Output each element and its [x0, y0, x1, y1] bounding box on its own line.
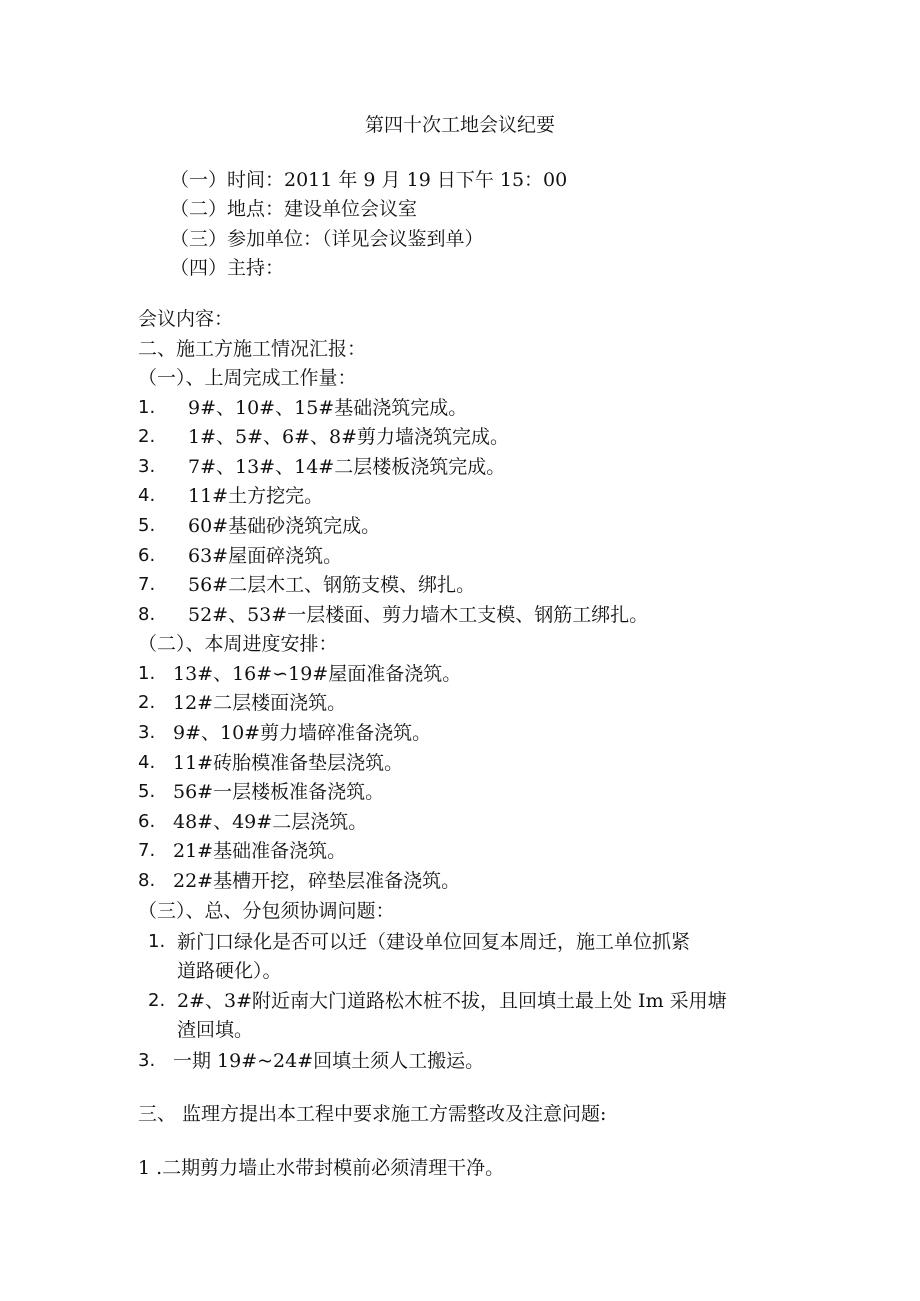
sub-2-heading: （二）、本周进度安排： [138, 633, 338, 655]
list-item-number: 8. [138, 604, 156, 625]
list-item-text: 56#一层楼板准备浇筑。 [173, 781, 385, 803]
list-item-number: 7. [138, 574, 156, 595]
list-item-number: 4. [138, 752, 156, 773]
list-item-number: 4. [138, 485, 156, 506]
list-item-number: 2. [138, 692, 156, 713]
list-item-text: 48#、49#二层浇筑。 [173, 811, 368, 833]
list-item-text-continued: 渣回填。 [177, 1019, 254, 1041]
list-item-text: 7#、13#、14#二层楼板浇筑完成。 [188, 456, 506, 478]
list-item-number: 1. [148, 931, 166, 952]
list-item-text: 13#、16#∽19#屋面准备浇筑。 [173, 663, 462, 685]
list-item-text: 新门口绿化是否可以迁（建设单位回复本周迁，施工单位抓紧 [177, 931, 691, 953]
meta-participants: （三）参加单位：（详见会议鉴到单） [170, 228, 484, 250]
list-item-number: 6. [138, 811, 156, 832]
section-2-heading: 二、施工方施工情况汇报： [138, 338, 367, 360]
list-item-text: 63#屋面碎浇筑。 [188, 545, 343, 567]
meta-time: （一）时间：2011 年 9 月 19 日下午 15：00 [170, 169, 568, 191]
meta-host: （四）主持： [170, 257, 285, 279]
list-item-number: 8. [138, 870, 156, 891]
list-item-number: 2. [148, 990, 166, 1011]
sub-3-heading: （三）、总、分包须协调问题： [138, 900, 395, 922]
list-item-text: 56#二层木工、钢筋支模、绑扎。 [188, 574, 476, 596]
list-item-number: 2. [138, 426, 156, 447]
content-heading: 会议内容： [138, 308, 234, 330]
list-item-text: 12#二层楼面浇筑。 [173, 692, 347, 714]
list-item-text: 1#、5#、6#、8#剪力墙浇筑完成。 [188, 426, 510, 448]
list-item-number: 5. [138, 515, 156, 536]
list-item-text: 11#砖胎模准备垫层浇筑。 [173, 752, 404, 774]
list-item-number: 1. [138, 663, 156, 684]
meta-location: （二）地点：建设单位会议室 [170, 198, 418, 220]
list-item-number: 1. [138, 397, 156, 418]
list-item-text: 11#土方挖完。 [188, 485, 324, 507]
list-item-text: 一期 19#~24#回填土须人工搬运。 [173, 1050, 485, 1072]
list-item-number: 3. [138, 456, 156, 477]
section-3-item-1: 1 .二期剪力墙止水带封模前必须清理干净。 [138, 1157, 505, 1179]
document-title: 第四十次工地会议纪要 [364, 114, 555, 136]
list-item-number: 7. [138, 840, 156, 861]
list-item-text: 21#基础准备浇筑。 [173, 840, 347, 862]
list-item-text-continued: 道路硬化）。 [177, 960, 282, 982]
list-item-text: 60#基础砂浇筑完成。 [188, 515, 381, 537]
list-item-number: 3. [138, 1050, 156, 1071]
list-item-text: 52#、53#一层楼面、剪力墙木工支模、钢筋工绑扎。 [188, 604, 649, 626]
list-item-text: 2#、3#附近南大门道路松木桩不拔，且回填土最上处 Im 采用塘 [177, 990, 727, 1012]
list-item-number: 6. [138, 545, 156, 566]
list-item-text: 22#基槽开挖，碎垫层准备浇筑。 [173, 870, 461, 892]
sub-1-heading: （一）、上周完成工作量： [138, 367, 357, 389]
list-item-text: 9#、10#剪力墙碎准备浇筑。 [173, 722, 432, 744]
section-3-heading: 三、 监理方提出本工程中要求施工方需整改及注意问题: [138, 1103, 607, 1125]
list-item-number: 3. [138, 722, 156, 743]
list-item-number: 5. [138, 781, 156, 802]
list-item-text: 9#、10#、15#基础浇筑完成。 [188, 397, 468, 419]
